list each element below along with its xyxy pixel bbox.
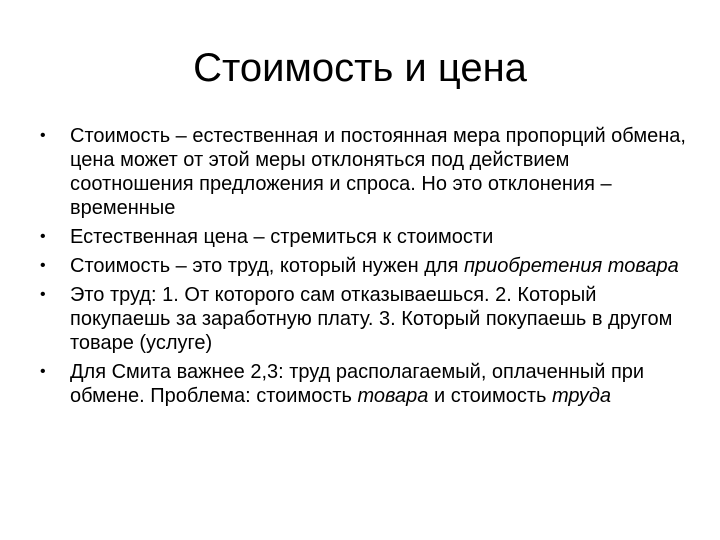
bullet-italic-text: товара [357,385,429,407]
bullet-item-value-is-labor [36,254,686,278]
bullet-text: Естественная цена – стремиться к стоимости [70,226,494,248]
bullet-list [36,124,686,413]
bullet-item-smith [36,360,686,408]
bullet-icon: • [40,286,46,303]
bullet-text: и стоимость [428,385,552,407]
bullet-icon: • [40,363,46,380]
bullet-icon: • [40,257,46,274]
bullet-item-natural-price [36,225,686,249]
bullet-text: Для Смита важнее 2,3: труд располагаемый, оплаченный при обмене. Проблема: стоимость [70,361,645,407]
bullet-item-labor-types [36,283,686,355]
bullet-text: Это труд: 1. От которого сам отказываешься. 2. Который покупаешь за заработную плату. 3. Который покупаешь в другом товаре (услуге) [70,284,673,354]
bullet-text: Стоимость – это труд, который нужен для [70,255,464,277]
bullet-icon: • [40,127,46,144]
bullet-italic-text: приобретения товара [463,255,679,277]
bullet-icon: • [40,228,46,245]
bullet-text: Стоимость – естественная и постоянная мера пропорций обмена, цена может от этой меры отклоняться под действием соотношения предложения и спроса. Но это отклонения – временные [70,125,686,219]
bullet-item-value-definition [36,124,686,220]
slide-title: Стоимость и цена [193,46,527,90]
bullet-italic-text: труда [551,385,612,407]
